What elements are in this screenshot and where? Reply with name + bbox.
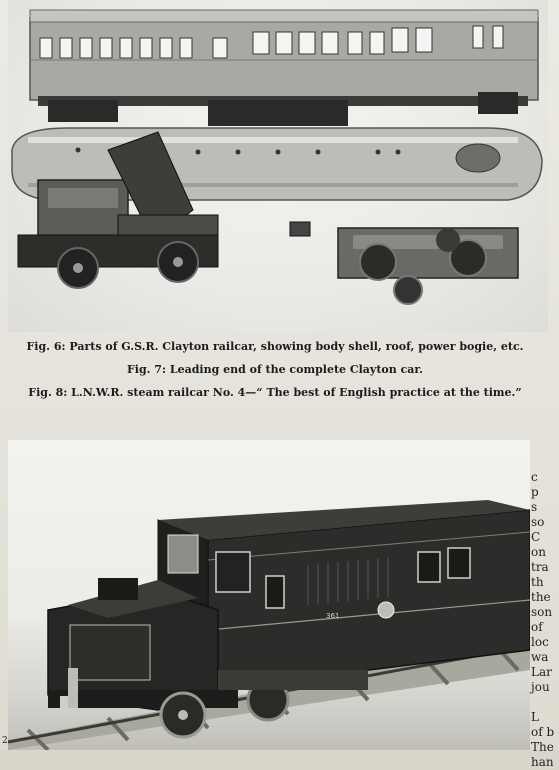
column-line: C	[531, 530, 541, 544]
column-line: the	[531, 590, 551, 604]
loco-number: 361	[326, 612, 340, 620]
column-line: loc	[531, 635, 549, 649]
adjacent-column-text	[531, 470, 559, 770]
column-line: th	[531, 575, 544, 589]
column-line: jou	[531, 680, 550, 694]
clayton-parts-illustration	[8, 0, 548, 332]
column-line: of	[531, 620, 543, 634]
body-shell	[30, 10, 538, 126]
photo-clayton-railcar-parts	[8, 0, 548, 332]
column-line: s	[531, 500, 538, 514]
column-line: L	[531, 710, 539, 724]
column-line: wa	[531, 650, 549, 664]
column-line: c	[531, 470, 538, 484]
column-line: so	[531, 515, 545, 529]
column-line: The	[531, 740, 554, 754]
column-line: son	[531, 605, 553, 619]
caption-fig-6: Fig. 6: Parts of G.S.R. Clayton railcar, showing body shell, roof, power bogie, etc.	[26, 340, 524, 353]
column-line	[531, 695, 559, 710]
clayton-car-illustration	[8, 440, 530, 750]
figure-captions	[20, 340, 530, 409]
column-line: p	[531, 485, 539, 499]
photo-clayton-car-leading-end	[8, 440, 530, 750]
column-line: tra	[531, 560, 549, 574]
column-line: of b	[531, 725, 555, 739]
caption-fig-7: Fig. 7: Leading end of the complete Clayton car.	[126, 363, 424, 376]
column-line: han	[531, 755, 554, 769]
caption-fig-8: Fig. 8: L.N.W.R. steam railcar No. 4—“ The best of English practice at the time.”	[28, 386, 522, 399]
coupling-part	[290, 222, 310, 236]
column-line: on	[531, 545, 546, 559]
column-line: Lar	[531, 665, 552, 679]
trailing-bogie	[338, 228, 518, 304]
page-number: 2	[2, 736, 8, 746]
